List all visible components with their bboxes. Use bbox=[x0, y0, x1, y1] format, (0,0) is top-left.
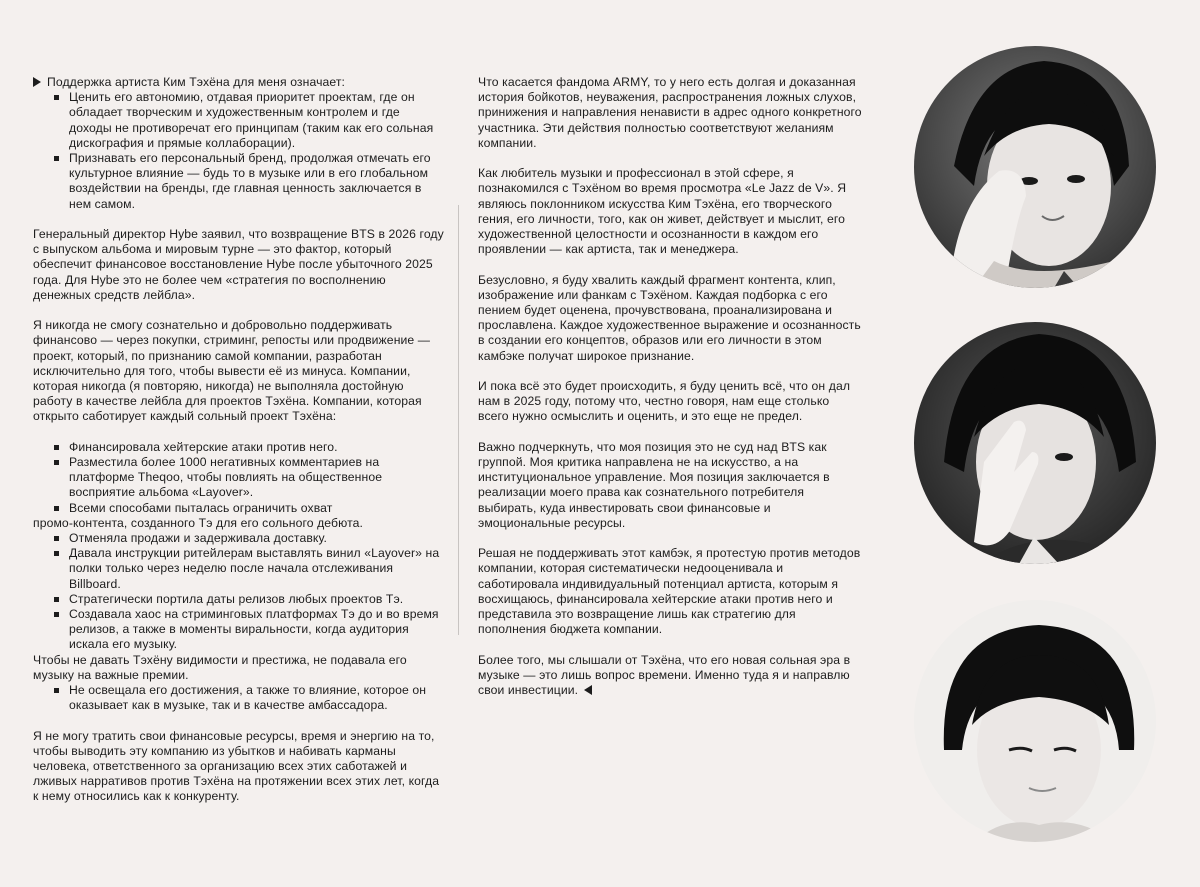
portrait-looking-down-icon bbox=[914, 600, 1156, 842]
paragraph-position: Важно подчеркнуть, что моя позиция это не суд над BTS как группой. Моя критика направлена не на искусство, а на институциональное управление. Моя позиция заключается в реализации моего права как сознательного потребителя выбирать, куда инвестировать свои финансовые и эмоциональные ресурсы. bbox=[478, 439, 830, 530]
left-column bbox=[33, 75, 445, 805]
intro-block bbox=[33, 75, 445, 90]
paragraph-never-support: Я никогда не смогу сознательно и добровольно поддерживать финансово — через покупки, стриминг, репосты или продвижение — проект, который, по признанию самой компании, разработан исключительно для того, чтобы вывести её из минуса. Компании, которая никогда (я повторяю, никогда) не выполняла достойную работу в качестве лейбла для проектов Тэхёна. Компании, которая открыто саботирует каждый сольный проект Тэхёна: bbox=[33, 318, 431, 424]
intro-bullet: Признавать его персональный бренд, продолжая отмечать его культурное влияние — будь то в музыке или в его глобальном воздействии на бренды, где главная ценность заключается в нем самом. bbox=[33, 151, 445, 212]
sabotage-item: Создавала хаос на стриминговых платформах Тэ до и во время релизов, а также в моменты виральности, когда аудитория искала его музыку. bbox=[33, 607, 445, 653]
end-marker-icon bbox=[584, 685, 592, 695]
paragraph-ceo: Генеральный директор Hybe заявил, что возвращение BTS в 2026 году с выпуском альбома и мировым турне — это фактор, который обеспечит финансовое восстановление Hybe после убыточного 2025 года. Для Hybe это не более чем «стратегия по восполнению денежных средств лейбла». bbox=[33, 227, 444, 302]
portrait-hand-over-face-icon bbox=[914, 322, 1156, 564]
sabotage-item: Всеми способами пыталась ограничить охват bbox=[33, 501, 445, 516]
column-divider bbox=[458, 205, 459, 635]
paragraph-protest: Решая не поддерживать этот камбэк, я протестую против методов компании, которая систематически недооценивала и саботировала индивидуальный потенциал артиста, которым я восхищаюсь, финансировала хейтерские атаки против него и представила это возвращение лишь как стратегию для пополнения бюджета компании. bbox=[478, 546, 861, 637]
awards-line: Чтобы не давать Тэхёну видимости и престижа, не подавала его музыку на важные премии. bbox=[33, 652, 407, 682]
sabotage-item: Стратегически портила даты релизов любых проектов Тэ. bbox=[33, 592, 445, 607]
sabotage-item: Разместила более 1000 негативных комментариев на платформе Theqoo, чтобы повлиять на общественное восприятие альбома «Layover». bbox=[33, 455, 445, 501]
middle-column bbox=[478, 75, 862, 698]
paragraph-resources: Я не могу тратить свои финансовые ресурсы, время и энергию на то, чтобы выводить эту компанию из убытков и набивать карманы человека, ответственного за организацию всех этих саботажей и лживых нарративов против Тэхёна на протяжении всех этих лет, когда к нему относились как к конкуренту. bbox=[33, 728, 440, 804]
intro-heading: Поддержка артиста Ким Тэхёна для меня означает: bbox=[47, 75, 346, 89]
paragraph-praise: Безусловно, я буду хвалить каждый фрагмент контента, клип, изображение или фанкам с Тэхёном. Каждая подборка с его пением будет оценена, прочувствована, проанализирована и прославлена. Каждое художественное выражение и осознанность в создании его концептов, образов или его личности в этом камбэке получат широкое признание. bbox=[478, 272, 861, 363]
promo-line: промо-контента, созданного Тэ для его сольного дебюта. bbox=[33, 515, 364, 530]
paragraph-value: И пока всё это будет происходить, я буду ценить всё, что он дал нам в 2025 году, потому что, честно говоря, нам еще столько всего нужно осмыслить и оценить, и это еще не предел. bbox=[478, 379, 851, 424]
sabotage-item: Давала инструкции ритейлерам выставлять винил «Layover» на полки только через неделю после начала отслеживания Billboard. bbox=[33, 546, 445, 592]
paragraph-final bbox=[478, 653, 862, 699]
sabotage-item: Отменяла продажи и задерживала доставку. bbox=[33, 531, 445, 546]
intro-bullet: Ценить его автономию, отдавая приоритет проектам, где он обладает творческим и художественным контролем и где доходы не противоречат его принципам (таким как его сольная дискография и прямые коллаборации). bbox=[33, 90, 445, 151]
paragraph-music-lover: Как любитель музыки и профессионал в этой сфере, я познакомился с Тэхёном во время просмотра «Le Jazz de V». Я являюсь поклонником искусства Ким Тэхёна, его творческого гения, его личности, того, как он живет, действует и мыслит, его художественной целостности и осознанности в каждом его проявлении — как артиста, так и менеджера. bbox=[478, 166, 847, 257]
paragraph-army: Что касается фандома ARMY, то у него есть долгая и доказанная история бойкотов, неуважения, распространения ложных слухов, принижения и направления ненависти в адрес одного конкретного участника. Эти действия полностью соответствуют желаниям компании. bbox=[478, 75, 862, 150]
start-marker-icon bbox=[33, 77, 41, 87]
sabotage-item: Финансировала хейтерские атаки против него. bbox=[33, 440, 445, 455]
portrait-hand-near-eye-icon bbox=[914, 46, 1156, 288]
final-text: Более того, мы слышали от Тэхёна, что его новая сольная эра в музыке — это лишь вопрос времени. Именно туда я и направлю свои инвестиции. bbox=[478, 652, 851, 698]
sabotage-item: Не освещала его достижения, а также то влияние, которое он оказывает как в музыке, так и в качестве амбассадора. bbox=[33, 683, 445, 713]
